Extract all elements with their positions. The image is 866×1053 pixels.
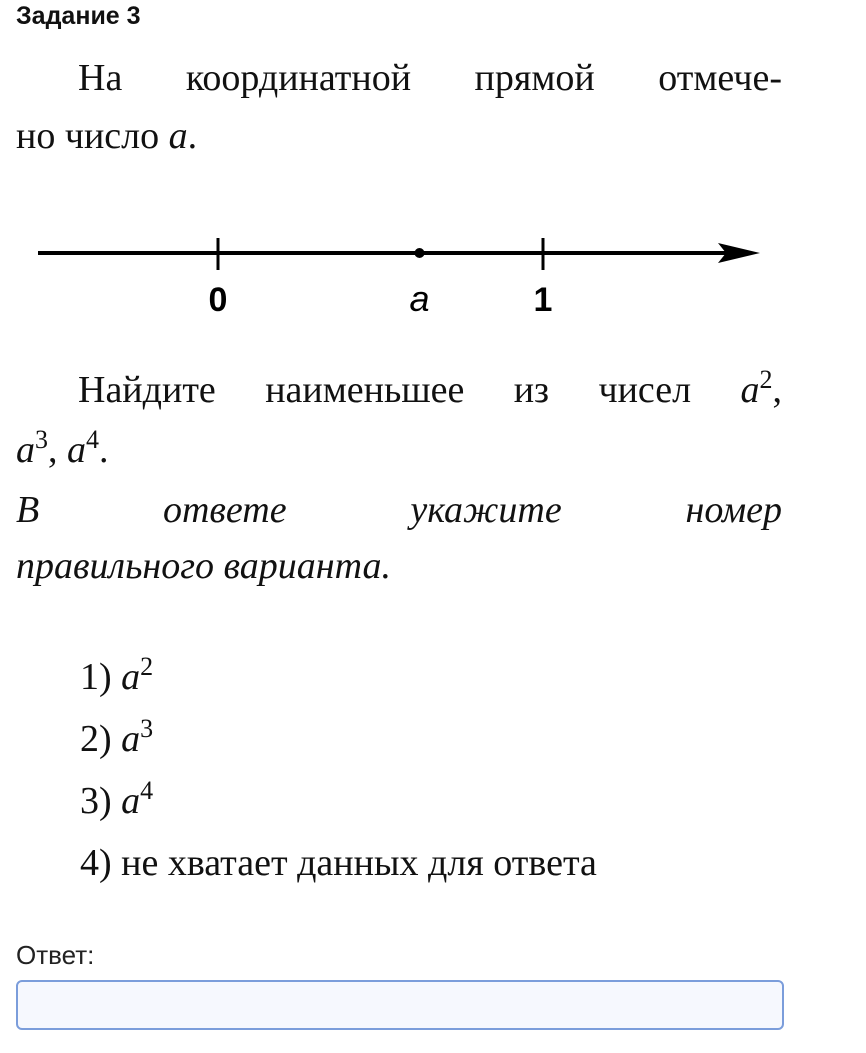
option-number: 3)	[80, 780, 122, 822]
label-zero: 0	[208, 281, 228, 319]
instruction-line-1: В ответе укажите номер	[16, 489, 782, 531]
exponent: 3	[35, 425, 48, 454]
option-3	[80, 770, 597, 832]
answer-input[interactable]	[16, 980, 784, 1030]
exponent: 3	[140, 714, 154, 743]
variable-a: a	[121, 718, 141, 760]
intro-paragraph	[16, 50, 782, 164]
intro-line-2	[16, 108, 782, 164]
separator: ,	[48, 429, 67, 471]
intro-line-1: На координатной прямой отмече-	[78, 57, 782, 99]
option-2	[80, 708, 597, 770]
exponent: 2	[140, 652, 154, 681]
task-title: Задание 3	[16, 2, 141, 30]
instruction-line-2: правильного варианта.	[16, 545, 392, 587]
variable-a: a	[67, 429, 86, 471]
intro-period: .	[187, 115, 198, 157]
variable-a: a	[740, 369, 760, 411]
exponent: 4	[140, 776, 154, 805]
option-1	[80, 646, 597, 708]
variable-a: a	[121, 780, 141, 822]
option-number: 2)	[80, 718, 122, 760]
question-line-1	[16, 362, 782, 418]
exponent: 2	[759, 365, 773, 394]
instruction-paragraph	[16, 482, 782, 594]
option-4	[80, 832, 597, 894]
option-text: не хватает данных для ответа	[121, 842, 597, 884]
label-one: 1	[533, 281, 553, 319]
period: .	[99, 429, 109, 471]
question-text: Найдите наименьшее из чисел	[78, 369, 741, 411]
question-paragraph	[16, 362, 782, 478]
option-number: 4)	[80, 842, 122, 884]
variable-a: a	[16, 429, 35, 471]
comma: ,	[772, 369, 782, 411]
answer-label: Ответ:	[16, 940, 95, 970]
variable-a: a	[168, 115, 188, 157]
label-a: a	[409, 278, 430, 319]
exponent: 4	[86, 425, 99, 454]
question-line-2	[16, 422, 782, 478]
option-number: 1)	[80, 656, 122, 698]
intro-text: но число	[16, 115, 169, 157]
point-a	[415, 248, 425, 258]
variable-a: a	[121, 656, 141, 698]
answer-options	[80, 646, 597, 894]
number-line	[0, 218, 866, 328]
